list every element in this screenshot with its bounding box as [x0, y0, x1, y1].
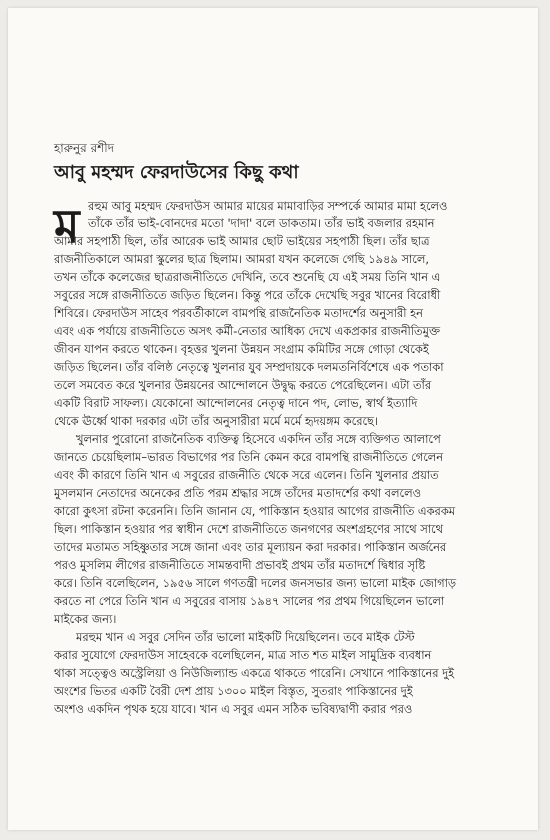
text-line: মাইকের জন্য।: [54, 612, 117, 626]
text-line: অংশও একদিন পৃথক হয়ে যাবে। খান এ সবুর এমন সঠিক ভবিষ্যদ্বাণী করার পরও: [54, 702, 413, 716]
text-line: আমার সহপাঠী ছিল, তাঁর আরেক ভাই আমার ছোট ভাইয়ের সহপাঠী ছিল। তাঁর ছাত্র: [54, 234, 430, 248]
text-line: মরহুম খান এ সবুর সেদিন তাঁর ভালো মাইকটি দিয়েছিলেন। তবে মাইক টেস্ট: [76, 630, 415, 644]
text-line: এবং কী কারণে তিনি খান এ সবুরের রাজনীতি থেকে সরে এলেন। তিনি খুলনার প্রয়াত: [54, 468, 439, 482]
text-line: রাজনীতিকালে আমরা স্কুলের ছাত্র ছিলাম। আমরা যখন কলেজে গেছি ১৯৪৯ সালে,: [54, 252, 429, 266]
article-title: আবু মহম্মদ ফেরদাউসের কিছু কথা: [54, 162, 299, 183]
text-line: করে। তিনি বলেছিলেন, ১৯৫৬ সালে গণতন্ত্রী দলের জনসভার জন্য ভালো মাইক জোগাড়: [54, 576, 457, 590]
text-line: থেকে ঊর্ধ্বে থাকা দরকার এটা তাঁর অনুসারীরা মর্মে মর্মে হৃদয়ঙ্গম করেছে।: [54, 414, 379, 428]
text-line: একটি বিরাট সাফল্য। যেকোনো আন্দোলনের নেতৃত্ব দানে পদ, লোভ, স্বার্থ ইত্যাদি: [54, 396, 418, 410]
text-line: সবুরের সঙ্গে রাজনীতিতে জড়িত ছিলেন। কিন্তু পরে তাঁকে দেখেছি সবুর খানের বিরোধী: [54, 288, 441, 302]
book-page: [8, 8, 538, 830]
text-line: জানতে চেয়েছিলাম–ভারত বিভাগের পর তিনি কেমন করে বামপন্থি রাজনীতিতে গেলেন: [54, 450, 444, 464]
text-line: করার সুযোগে ফেরদাউস সাহেবকে বলেছিলেন, মাত্র সাত শত মাইল সামুদ্রিক ব্যবধান: [54, 648, 432, 662]
text-line: কারো কুৎসা রটনা করেননি। তিনি জানান যে, পাকিস্তান হওয়ার আগের রাজনীতি একরকম: [54, 504, 456, 518]
text-line: তখন তাঁকে কলেজের ছাত্ররাজনীতিতে দেখিনি, তবে শুনেছি যে এই সময় তিনি খান এ: [54, 270, 441, 284]
text-line: মুসলমান নেতাদের অনেকের প্রতি পরম শ্রদ্ধার সঙ্গে তাঁদের মতাদর্শের কথা বললেও: [54, 486, 421, 500]
author-name: হারুনুর রশীদ: [54, 141, 115, 155]
text-line: থাকা সত্ত্বেও অস্ট্রেলিয়া ও নিউজিল্যান্ড একত্রে থাকতে পারেনি। সেখানে পাকিস্তানের দুই: [54, 666, 455, 680]
text-line: করতে না পেরে তিনি খান এ সবুরের বাসায় ১৯৪৭ সালের পর প্রথম গিয়েছিলেন ভালো: [54, 594, 445, 608]
text-line: খুলনার পুরোনো রাজনৈতিক ব্যক্তিত্ব হিসেবে একদিন তাঁর সঙ্গে ব্যক্তিগত আলাপে: [76, 432, 441, 446]
text-line: তলে সমবেত করে খুলনার উন্নয়নের আন্দোলনে উদ্বুদ্ধ করতে পেরেছিলেন। এটা তাঁর: [54, 378, 432, 392]
text-line: পরও মুসলিম লীগের রাজনীতিতে সামন্তবাদী প্রভাবই প্রথম তাঁর মতাদর্শে দ্বিধার সৃষ্টি: [54, 558, 426, 572]
text-line: জীবন যাপন করতে থাকেন। বৃহত্তর খুলনা উন্নয়ন সংগ্রাম কমিটির সঙ্গে গোড়া থেকেই: [54, 342, 429, 356]
text-line: ছিল। পাকিস্তান হওয়ার পর স্বাধীন দেশে রাজনীতিতে জনগণের অংশগ্রহণের সাথে সাথে: [54, 522, 443, 536]
drop-cap: ম: [54, 199, 80, 253]
text-line: শিবিরে। ফেরদাউস সাহেব পরবর্তীকালে বামপন্থি রাজনৈতিক মতাদর্শের অনুসারী হন: [54, 306, 423, 320]
text-line: এবং এক পর্যায়ে রাজনীতিতে অসৎ কর্মী-নেতার আধিক্য দেখে একপ্রকার রাজনীতিমুক্ত: [54, 324, 440, 338]
text-line: তাঁকে তাঁর ভাই-বোনদের মতো 'দাদা' বলে ডাকতাম। তাঁর ভাই বজলার রহমান: [88, 216, 435, 230]
text-line: জড়িত ছিলেন। তাঁর বলিষ্ঠ নেতৃত্বে খুলনার যুব সম্প্রদায়কে দলমতনির্বিশেষে এক পতাকা: [54, 360, 444, 374]
text-line: রহুম আবু মহম্মদ ফেরদাউস আমার মায়ের মামাবাড়ির সম্পর্কে আমার মামা হলেও: [88, 199, 448, 213]
text-line: তাদের মতামত সহিষ্ণুতার সঙ্গে জানা এবং তার মূল্যায়ন করা দরকার। পাকিস্তান অর্জনের: [54, 540, 447, 554]
text-line: অংশের ভিতর একটি বৈরী দেশ প্রায় ১৩০০ মাইল বিস্তৃত, সুতরাং পাকিস্তানের দুই: [54, 684, 413, 698]
